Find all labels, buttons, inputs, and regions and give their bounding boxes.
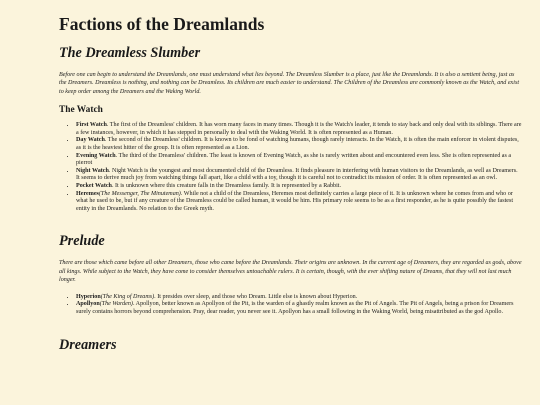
item-name: Hyperion xyxy=(76,293,101,300)
item-name: Evening Watch xyxy=(76,152,116,159)
item-name: Day Watch xyxy=(76,137,105,144)
list-item xyxy=(76,137,522,152)
subsection-heading-watch: The Watch xyxy=(59,105,103,116)
section-heading-prelude: Prelude xyxy=(59,233,105,250)
watch-list xyxy=(59,122,522,213)
list-item xyxy=(76,301,522,316)
section-heading-dreamless: The Dreamless Slumber xyxy=(59,45,201,61)
item-text: . The third of the Dreamless' children. The least is known of Evening Watch, as she is rarely written about and encountered even less. She is often represented as a pierrot xyxy=(76,152,512,167)
list-item xyxy=(76,191,522,214)
prelude-intro: There are those which came before all other Dreamers, those who came before the Dreamlands. Their origins are unknown. In the current age of Dreamers, they are regarded as gods, above all kings. While subject to the Watch, they have come to consider themselves untouchable rulers. It is certain, though, with the ever shifting nature of Dreams, that they will not last much longer. xyxy=(59,260,522,284)
item-name: Heremes xyxy=(76,190,99,197)
item-name: Pocket Watch xyxy=(76,182,112,189)
page-title: Factions of the Dreamlands xyxy=(59,14,265,34)
item-subtitle: (The Messenger, The Minuteman) xyxy=(98,190,181,197)
item-text: . Night Watch is the youngest and most documented child of the Dreamless. It finds pleasure in interfering with human visitors to the Dreamlands, as well as Dreamers. It seems to derive much joy from watching things fall apart, like a child with a toy, though it is careful not to contradict its mission of order. It is often represented as an owl. xyxy=(76,167,518,182)
dreamless-intro: Before one can begin to understand the Dreamlands, one must understand what lies beyond. The Dreamless Slumber is a place, just like the Dreamlands. It is also a sentient being, just as the Dreamers. Dreamless is nothing, and nothing can be Dreamless. Its children are much easier to understand. The Children of the Dreamless are commonly known as the Watch, and exist to keep order among the Dreamers and the Waking World. xyxy=(59,72,520,95)
list-item xyxy=(76,183,522,191)
section-heading-dreamers: Dreamers xyxy=(59,337,117,354)
item-subtitle: (The King of Dreams) xyxy=(100,293,155,300)
item-text: . While not a child of the Dreamless, Heremes most definitely carries a large piece of it. It is unknown where he comes from and who or what he used to be, but if any creature of the Dreamless could be called human, it would be him. His primary role seems to be as a first responder, as he is quite possibly the fastest entity in the Dreamlands. No relation to the Greek myth. xyxy=(76,190,514,212)
prelude-list xyxy=(59,294,522,317)
item-name: First Watch xyxy=(76,122,107,129)
item-text: . It presides over sleep, and those who Dream. Little else is known about Hyperion. xyxy=(154,293,358,300)
item-text: . The second of the Dreamless' children. It is known to be fond of watching humans, though rarely interacts. In the Watch, it is often the main enforcer in violent disputes, as it is the heaviest hitter of the group. It is often represented as a Lion. xyxy=(76,137,519,151)
list-item xyxy=(76,122,522,137)
item-text: . Apollyon, better known as Apollyon of the Pit, is the warden of a ghastly realm known as the Pit of Angels. The Pit of Angels, being a prison for Dreamers surely contains horrors beyond comprehension. Pray, dear reader, you never see it. Apollyon has a small following in the Waking World, being misattributed as the god Apollo. xyxy=(76,301,514,315)
list-item xyxy=(76,153,522,168)
item-text: . The first of the Dreamless' children. It has worn many faces in many times. Though it is the Watch's leader, it tends to stay back and only deal with its siblings. There are a few instances, however, in which it has stepped in personally to deal with the Waking World. It is often represented as a Human. xyxy=(76,122,522,136)
item-name: Night Watch xyxy=(76,167,109,174)
list-item xyxy=(76,168,522,183)
item-text: . It is unknown where this creature falls in the Dreamless family. It is represented by a Rabbit. xyxy=(111,182,342,189)
item-name: Apollyon xyxy=(76,301,100,308)
item-subtitle: (The Warden) xyxy=(99,301,133,308)
